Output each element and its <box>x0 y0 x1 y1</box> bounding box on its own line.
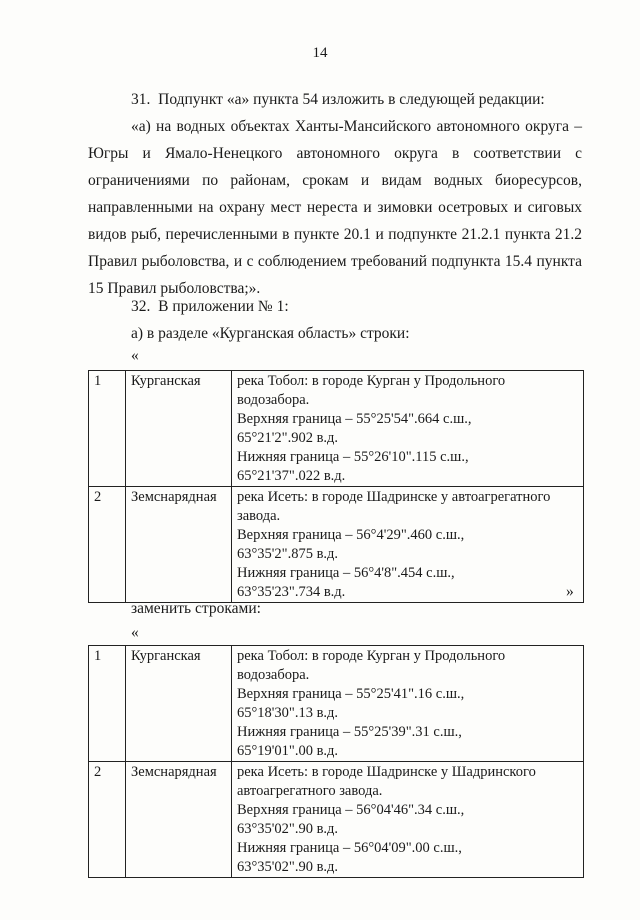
old-rows-body <box>89 371 584 603</box>
location-line: 65°18'30".13 в.д. <box>237 705 339 721</box>
location-line: река Исеть: в городе Шадринске у автоагрегатного <box>237 489 551 505</box>
location-line: Верхняя граница – 55°25'54".664 с.ш., <box>237 411 472 427</box>
table-row <box>89 371 584 487</box>
location-line: река Тобол: в городе Курган у Продольного <box>237 648 506 664</box>
row-number: 1 <box>89 646 126 762</box>
location-line: 63°35'02".90 в.д. <box>237 859 339 875</box>
location-line: водозабора. <box>237 667 310 683</box>
location-line: Верхняя граница – 56°4'29".460 с.ш., <box>237 527 465 543</box>
location-line: Нижняя граница – 55°25'39".31 с.ш., <box>237 724 462 740</box>
close-quote-old: » <box>566 583 574 600</box>
item-31-quote-first-line: «а) на водных объектах Ханты-Мансийского автономного округа – <box>131 118 582 135</box>
location-line: 63°35'02".90 в.д. <box>237 821 339 837</box>
location-line: 65°21'2".902 в.д. <box>237 430 339 446</box>
new-rows-table <box>88 645 584 878</box>
item-31-quote-body: Югры и Ямало-Ненецкого автономного округа в соответствии с ограничениями по районам, срокам и видам водных биоресурсов, направленными на охрану мест нереста и зимовки осетровых и сиговых видов рыб, перечисленными в пункте 20.1 и подпункте 21.2.1 пункта 21.2 Правил рыболовства, и с соблюдением требований подпункта 15.4 пункта 15 Правил рыболовства;». <box>88 145 582 297</box>
location-line: река Исеть: в городе Шадринске у Шадринского <box>237 764 536 780</box>
location-line: завода. <box>237 508 281 524</box>
region-name: Земснарядная <box>126 487 232 603</box>
location-line: водозабора. <box>237 392 310 408</box>
replace-with-text: заменить строками: <box>131 600 261 617</box>
location-line: 65°19'01".00 в.д. <box>237 743 339 759</box>
item-32-heading: 32. В приложении № 1: <box>131 298 289 315</box>
location-line: Нижняя граница – 56°04'09".00 с.ш., <box>237 840 462 856</box>
location-line: Верхняя граница – 55°25'41".16 с.ш., <box>237 686 465 702</box>
location-line: Верхняя граница – 56°04'46".34 с.ш., <box>237 802 465 818</box>
page-number: 14 <box>312 45 328 61</box>
location-line: автоагрегатного завода. <box>237 783 383 799</box>
location-description <box>232 371 584 487</box>
region-name: Курганская <box>126 646 232 762</box>
location-line: 63°35'23".734 в.д. <box>237 584 346 600</box>
new-rows-body <box>89 646 584 878</box>
open-quote-old: « <box>131 347 139 364</box>
location-line: 63°35'2".875 в.д. <box>237 546 339 562</box>
location-line: Нижняя граница – 56°4'8".454 с.ш., <box>237 565 455 581</box>
row-number: 2 <box>89 762 126 878</box>
location-description <box>232 646 584 762</box>
location-description <box>232 762 584 878</box>
location-line: Нижняя граница – 55°26'10".115 с.ш., <box>237 449 469 465</box>
region-name: Земснарядная <box>126 762 232 878</box>
old-rows-table <box>88 370 584 603</box>
location-line: река Тобол: в городе Курган у Продольного <box>237 373 506 389</box>
table-row <box>89 762 584 878</box>
table-row <box>89 487 584 603</box>
row-number: 1 <box>89 371 126 487</box>
row-number: 2 <box>89 487 126 603</box>
item-31-heading: 31. Подпункт «а» пункта 54 изложить в следующей редакции: <box>131 91 545 108</box>
region-name: Курганская <box>126 371 232 487</box>
item-32-sub-a: а) в разделе «Курганская область» строки: <box>131 325 410 342</box>
location-description <box>232 487 584 603</box>
location-line: 65°21'37".022 в.д. <box>237 468 346 484</box>
open-quote-new: « <box>131 624 139 641</box>
table-row <box>89 646 584 762</box>
